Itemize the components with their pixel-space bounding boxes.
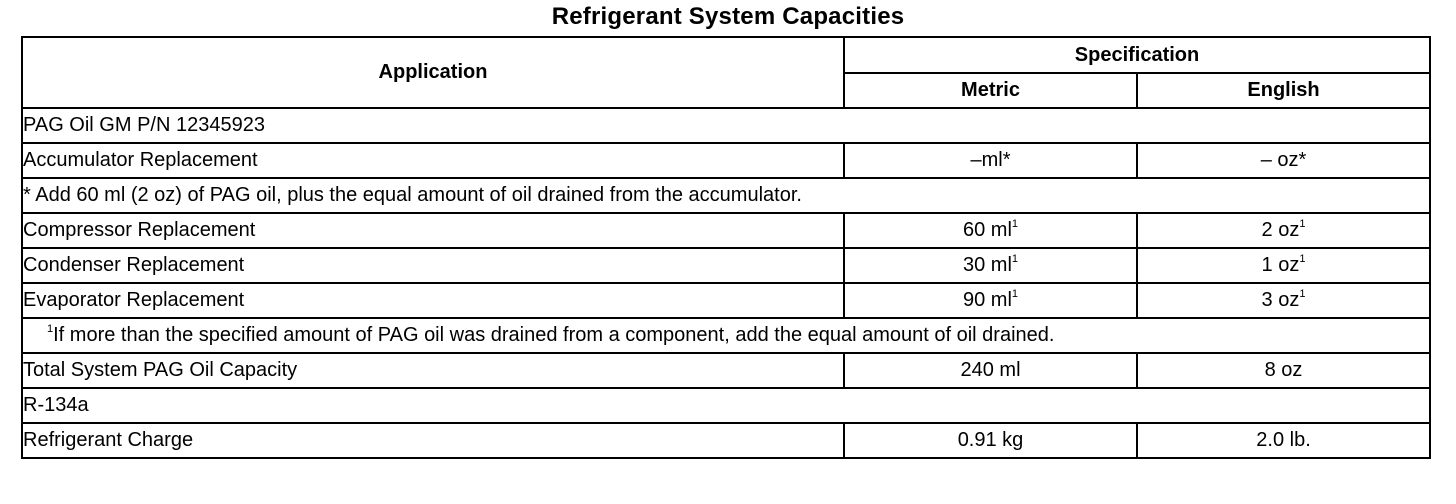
page-title: Refrigerant System Capacities xyxy=(551,3,905,30)
table-header-row xyxy=(22,37,1430,73)
compressor-metric xyxy=(844,213,1137,248)
footnote-marker: 1 xyxy=(1011,288,1019,300)
evaporator-english-value: 3 oz xyxy=(1261,289,1300,311)
evaporator-metric-value: 90 ml xyxy=(962,289,1012,311)
metric-header: Metric xyxy=(844,73,1137,108)
compressor-metric-value: 60 ml xyxy=(962,219,1012,241)
table-row xyxy=(22,178,1430,213)
footnote-note xyxy=(22,318,1430,353)
total-english: 8 oz xyxy=(1137,353,1430,388)
table-row xyxy=(22,248,1430,283)
footnote-marker: 1 xyxy=(1299,253,1306,265)
condenser-label: Condenser Replacement xyxy=(22,248,844,283)
table-row xyxy=(22,283,1430,318)
refrigerant-metric: 0.91 kg xyxy=(844,423,1137,458)
condenser-metric xyxy=(844,248,1137,283)
capacities-table xyxy=(21,36,1431,459)
refrigerant-english: 2.0 lb. xyxy=(1137,423,1430,458)
english-header: English xyxy=(1137,73,1430,108)
table-row xyxy=(22,353,1430,388)
footnote-marker: 1 xyxy=(1299,288,1306,300)
table-row xyxy=(22,423,1430,458)
table-row xyxy=(22,388,1430,423)
footnote-note-text: If more than the specified amount of PAG oil was drained from a component, add the equal amount of oil drained. xyxy=(53,324,1055,346)
table-row xyxy=(22,213,1430,248)
evaporator-label: Evaporator Replacement xyxy=(22,283,844,318)
application-header: Application xyxy=(22,37,844,108)
footnote-marker: 1 xyxy=(1011,253,1019,265)
table-row xyxy=(22,143,1430,178)
specification-header: Specification xyxy=(844,37,1430,73)
evaporator-english xyxy=(1137,283,1430,318)
evaporator-metric xyxy=(844,283,1137,318)
compressor-label: Compressor Replacement xyxy=(22,213,844,248)
footnote-note-marker: 1 xyxy=(47,323,54,335)
refrigerant-label: Refrigerant Charge xyxy=(22,423,844,458)
total-label: Total System PAG Oil Capacity xyxy=(22,353,844,388)
table-row xyxy=(22,108,1430,143)
condenser-english xyxy=(1137,248,1430,283)
asterisk-note: * Add 60 ml (2 oz) of PAG oil, plus the equal amount of oil drained from the accumulator. xyxy=(22,178,1430,213)
section-pag-oil: PAG Oil GM P/N 12345923 xyxy=(22,108,1430,143)
accumulator-label: Accumulator Replacement xyxy=(22,143,844,178)
compressor-english xyxy=(1137,213,1430,248)
section-r134a: R-134a xyxy=(22,388,1430,423)
total-metric: 240 ml xyxy=(844,353,1137,388)
accumulator-english: – oz* xyxy=(1137,143,1430,178)
condenser-english-value: 1 oz xyxy=(1261,254,1300,276)
accumulator-metric: –ml* xyxy=(844,143,1137,178)
footnote-marker: 1 xyxy=(1299,218,1306,230)
condenser-metric-value: 30 ml xyxy=(962,254,1012,276)
table-row xyxy=(22,318,1430,353)
compressor-english-value: 2 oz xyxy=(1261,219,1300,241)
footnote-marker: 1 xyxy=(1011,218,1019,230)
